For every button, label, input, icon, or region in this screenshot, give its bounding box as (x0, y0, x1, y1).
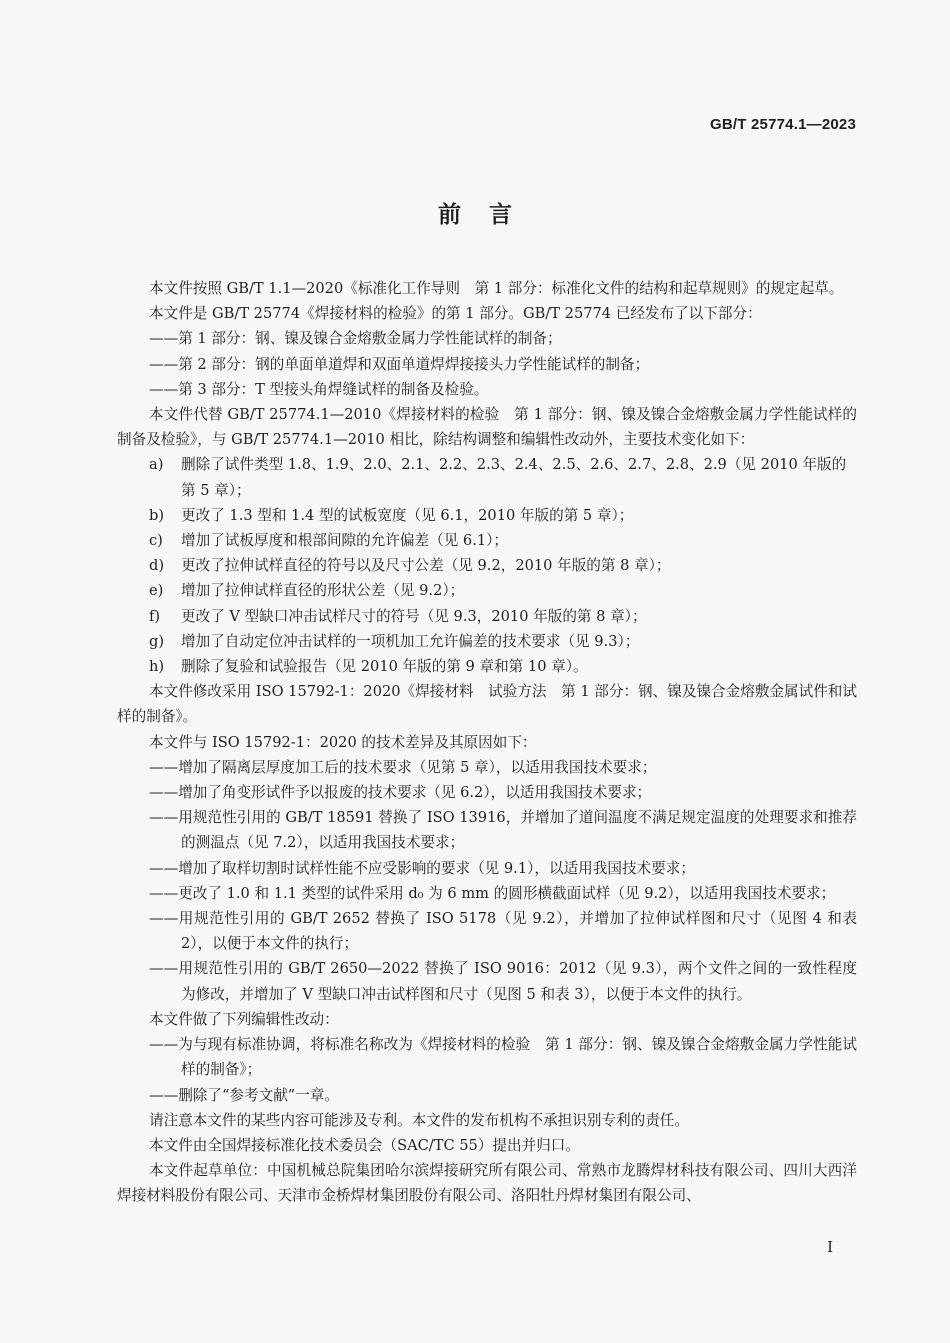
paragraph: 本文件做了下列编辑性改动： (149, 1010, 339, 1028)
change-item (117, 629, 857, 654)
paragraph: 本文件与 ISO 15792-1：2020 的技术差异及其原因如下： (149, 733, 537, 751)
change-item (117, 553, 857, 578)
item-label: h) (149, 658, 165, 676)
change-item (117, 452, 857, 502)
item-label: f) (149, 607, 161, 625)
list-item: ——增加了角变形试件予以报废的技术要求（见 6.2），以适用我国技术要求； (149, 784, 652, 802)
list-item: ——第 1 部分：钢、镍及镍合金熔敷金属力学性能试样的制备； (149, 330, 562, 348)
list-item: ——用规范性引用的 GB/T 2650—2022 替换了 ISO 9016：2012（见 9.3），两个文件之间的一致性程度为修改，并增加了 V 型缺口冲击试样图和尺寸（见图 5 和表 3），以便于本文件的执行。 (149, 960, 857, 1003)
paragraph: 本文件起草单位：中国机械总院集团哈尔滨焊接研究所有限公司、常熟市龙腾焊材科技有限公司、四川大西洋焊接材料股份有限公司、天津市金桥焊材集团股份有限公司、洛阳牡丹焊材集团有限公司、 (117, 1162, 857, 1205)
item-label: g) (149, 632, 165, 650)
list-item: ——第 3 部分：T 型接头角焊缝试样的制备及检验。 (149, 380, 489, 398)
paragraph: 本文件按照 GB/T 1.1—2020《标准化工作导则 第 1 部分：标准化文件的结构和起草规则》的规定起草。 (149, 280, 844, 297)
item-label: e) (149, 582, 164, 600)
item-text: 更改了拉伸试样直径的符号以及尺寸公差（见 9.2，2010 年版的第 8 章）； (181, 557, 671, 575)
list-item: ——删除了“参考文献”一章。 (149, 1086, 340, 1104)
item-text: 增加了拉伸试样直径的形状公差（见 9.2）； (181, 582, 465, 600)
item-text: 删除了复验和试验报告（见 2010 年版的第 9 章和第 10 章）。 (181, 658, 588, 676)
item-text: 增加了自动定位冲击试样的一项机加工允许偏差的技术要求（见 9.3）； (181, 632, 640, 650)
list-item: ——用规范性引用的 GB/T 2652 替换了 ISO 5178（见 9.2），并增加了拉伸试样图和尺寸（见图 4 和表 2），以便于本文件的执行； (149, 910, 857, 953)
item-label: d) (149, 557, 165, 575)
paragraph: 本文件修改采用 ISO 15792-1：2020《焊接材料 试验方法 第 1 部分：钢、镍及镍合金熔敷金属试件和试样的制备》。 (117, 683, 857, 726)
change-item (117, 578, 857, 603)
list-item: ——更改了 1.0 和 1.1 类型的试件采用 d₀ 为 6 mm 的圆形横截面试样（见 9.2），以适用我国技术要求； (149, 884, 836, 902)
list-item: ——第 2 部分：钢的单面单道焊和双面单道焊焊接接头力学性能试样的制备； (149, 355, 650, 373)
item-text: 删除了试件类型 1.8、1.9、2.0、2.1、2.2、2.3、2.4、2.5、2.6、2.7、2.8、2.9（见 2010 年版的第 5 章）； (181, 456, 847, 499)
page-title: 前言 (438, 202, 540, 228)
paragraph: 本文件代替 GB/T 25774.1—2010《焊接材料的检验 第 1 部分：钢、镍及镍合金熔敷金属力学性能试样的制备及检验》，与 GB/T 25774.1—2010 相比，除结构调整和编辑性改动外，主要技术变化如下： (117, 406, 857, 449)
item-label: a) (149, 456, 164, 474)
change-item (117, 604, 857, 629)
item-text: 更改了 V 型缺口冲击试样尺寸的符号（见 9.3，2010 年版的第 8 章）； (181, 607, 647, 625)
list-item: ——为与现有标准协调，将标准名称改为《焊接材料的检验 第 1 部分：钢、镍及镍合金熔敷金属力学性能试样的制备》； (149, 1036, 857, 1079)
foreword-body (117, 276, 857, 1209)
list-item: ——增加了取样切割时试样性能不应受影响的要求（见 9.1），以适用我国技术要求； (149, 859, 695, 877)
paragraph: 本文件由全国焊接标准化技术委员会（SAC/TC 55）提出并归口。 (149, 1136, 580, 1154)
paragraph: 本文件是 GB/T 25774《焊接材料的检验》的第 1 部分。GB/T 25774 已经发布了以下部分： (149, 305, 762, 323)
change-item (117, 503, 857, 528)
item-text: 增加了试板厚度和根部间隙的允许偏差（见 6.1）； (181, 532, 509, 550)
item-label: b) (149, 506, 165, 524)
list-item: ——增加了隔离层厚度加工后的技术要求（见第 5 章），以适用我国技术要求； (149, 758, 657, 776)
item-text: 更改了 1.3 型和 1.4 型的试板宽度（见 6.1，2010 年版的第 5 章）； (181, 506, 634, 524)
list-item: ——用规范性引用的 GB/T 18591 替换了 ISO 13916，并增加了道间温度不满足规定温度的处理要求和推荐的测温点（见 7.2），以适用我国技术要求； (149, 809, 857, 852)
standard-number: GB/T 25774.1—2023 (710, 116, 856, 133)
paragraph: 请注意本文件的某些内容可能涉及专利。本文件的发布机构不承担识别专利的责任。 (149, 1111, 689, 1129)
page-number: I (827, 1238, 833, 1256)
change-item (117, 654, 857, 679)
item-label: c) (149, 532, 163, 550)
change-item (117, 528, 857, 553)
